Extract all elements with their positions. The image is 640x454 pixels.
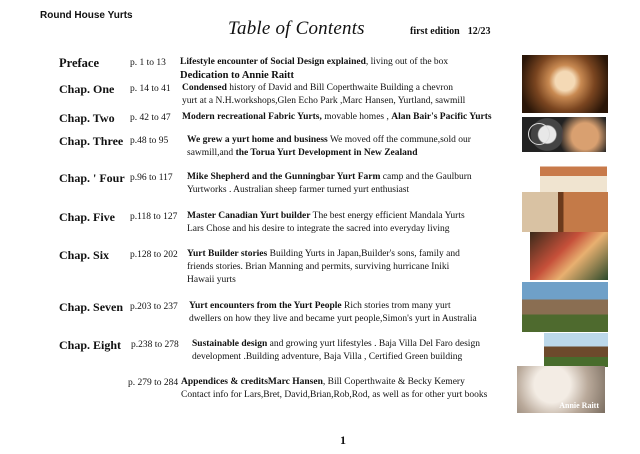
toc-label-chap-two: Chap. Two [59, 111, 115, 125]
toc-desc-bold: Appendices & credits [181, 377, 268, 387]
toc-desc-bold: Marc Hansen [267, 377, 323, 387]
edition-info [410, 26, 491, 37]
photo-logo-portrait [522, 117, 606, 152]
toc-desc-text: Lars Chose and his desire to integrate the sacred into everyday living [187, 224, 450, 234]
toc-label-preface: Preface [59, 56, 100, 70]
toc-desc-text: Hawaii yurts [187, 275, 236, 285]
toc-desc-chap-two [182, 111, 492, 124]
photo-caption: Annie Raitt [559, 401, 599, 410]
toc-label-chap-one: Chap. One [59, 82, 115, 96]
toc-desc-text: history of David and Bill Coperthwaite Building a chevron [226, 83, 453, 93]
toc-desc-text: dwellers on how they live and became yurt people,Simon's yurt in Australia [189, 314, 477, 324]
toc-desc-text: Yurtworks . Australian sheep farmer turned yurt enthusiast [187, 185, 410, 195]
photo-yurt-interior [522, 192, 608, 232]
toc-desc-text: friends stories. Brian Manning and permits, surviving hurricane Iniki [187, 262, 450, 272]
edition-date: 12/23 [467, 26, 491, 37]
toc-pages-chap-eight: p.238 to 278 [131, 340, 179, 350]
toc-desc-chap-four [187, 171, 472, 197]
toc-desc-bold: Condensed [182, 83, 227, 93]
toc-label-chap-six: Chap. Six [59, 248, 110, 262]
toc-desc-appendices [181, 376, 487, 402]
toc-pages-chap-five: p.118 to 127 [130, 212, 178, 222]
toc-desc-chap-one [182, 82, 465, 108]
brand-name: Round House Yurts [40, 10, 133, 21]
photo-annie-raitt [517, 366, 605, 413]
toc-desc-chap-eight [192, 338, 480, 364]
toc-label-chap-seven: Chap. Seven [59, 300, 124, 314]
toc-desc-text: The best energy efficient Mandala Yurts [310, 211, 465, 221]
toc-label-chap-eight: Chap. Eight [59, 338, 122, 352]
toc-desc-bold: Sustainable design [192, 339, 268, 349]
toc-desc-text: and growing yurt lifestyles . Baja Villa Del Faro design [267, 339, 480, 349]
toc-desc-text: Contact info for Lars,Bret, David,Brian,Rob,Rod, as well as for other yurt books [181, 390, 488, 400]
toc-desc-bold: Yurt Builder stories [187, 249, 268, 259]
toc-desc-text: , living out of the box [365, 57, 449, 67]
toc-pages-chap-seven: p.203 to 237 [130, 302, 178, 312]
photo-man-portrait [540, 155, 607, 193]
toc-pages-chap-six: p.128 to 202 [130, 250, 178, 260]
photo-baja-villa [544, 333, 608, 367]
toc-desc-preface [180, 56, 448, 83]
toc-desc-bold: Alan Bair's Pacific Yurts [391, 112, 492, 122]
toc-desc-text: , Bill Coperthwaite & Becky Kemery [322, 377, 465, 387]
toc-desc-chap-six [187, 248, 460, 287]
toc-desc-text: movable homes , [321, 112, 392, 122]
toc-pages-preface: p. 1 to 13 [130, 58, 166, 68]
toc-label-chap-four: Chap. ' Four [59, 171, 125, 185]
toc-desc-text: We moved off the commune,sold our [327, 135, 471, 145]
toc-pages-chap-one: p. 14 to 41 [130, 84, 171, 94]
toc-desc-bold: Mike Shepherd and the Gunningbar Yurt Farm [187, 172, 381, 182]
page-title: Table of Contents [228, 18, 365, 39]
toc-desc-bold: Master Canadian Yurt builder [187, 211, 311, 221]
photo-yurt-people [522, 282, 608, 332]
toc-desc-chap-five [187, 210, 465, 236]
toc-pages-chap-two: p. 42 to 47 [130, 113, 171, 123]
toc-desc-text: Building Yurts in Japan,Builder's sons, family and [267, 249, 460, 259]
photo-yurt-roof [522, 55, 608, 113]
toc-pages-chap-four: p.96 to 117 [130, 173, 173, 183]
toc-pages-chap-three: p.48 to 95 [130, 136, 169, 146]
toc-desc-text: Rich stories trom many yurt [341, 301, 451, 311]
edition-label: first edition [410, 26, 460, 37]
toc-desc-chap-three [187, 134, 471, 160]
toc-desc-chap-seven [189, 300, 477, 326]
dedication: Dedication to Annie Raitt [180, 70, 295, 81]
toc-label-chap-three: Chap. Three [59, 134, 124, 148]
toc-desc-bold: We grew a yurt home and business [187, 135, 328, 145]
toc-desc-bold: the Torua Yurt Development in New Zealand [235, 148, 418, 158]
toc-desc-text: camp and the Gaulburn [380, 172, 472, 182]
toc-desc-bold: Yurt encounters from the Yurt People [189, 301, 342, 311]
logo-icon [528, 123, 550, 145]
toc-desc-text: development .Building adventure, Baja Villa , Certified Green building [192, 352, 463, 362]
toc-desc-bold: Modern recreational Fabric Yurts, [182, 112, 322, 122]
photo-yurt-builders [530, 232, 608, 280]
page-number: 1 [340, 433, 346, 447]
toc-desc-text: sawmill,and [187, 148, 236, 158]
toc-desc-bold: Lifestyle encounter of Social Design explained [180, 57, 366, 67]
toc-label-chap-five: Chap. Five [59, 210, 116, 224]
toc-desc-text: yurt at a N.H.workshops,Glen Echo Park ,Marc Hansen, Yurtland, sawmill [182, 96, 466, 106]
toc-pages-appendices: p. 279 to 284 [128, 378, 179, 388]
